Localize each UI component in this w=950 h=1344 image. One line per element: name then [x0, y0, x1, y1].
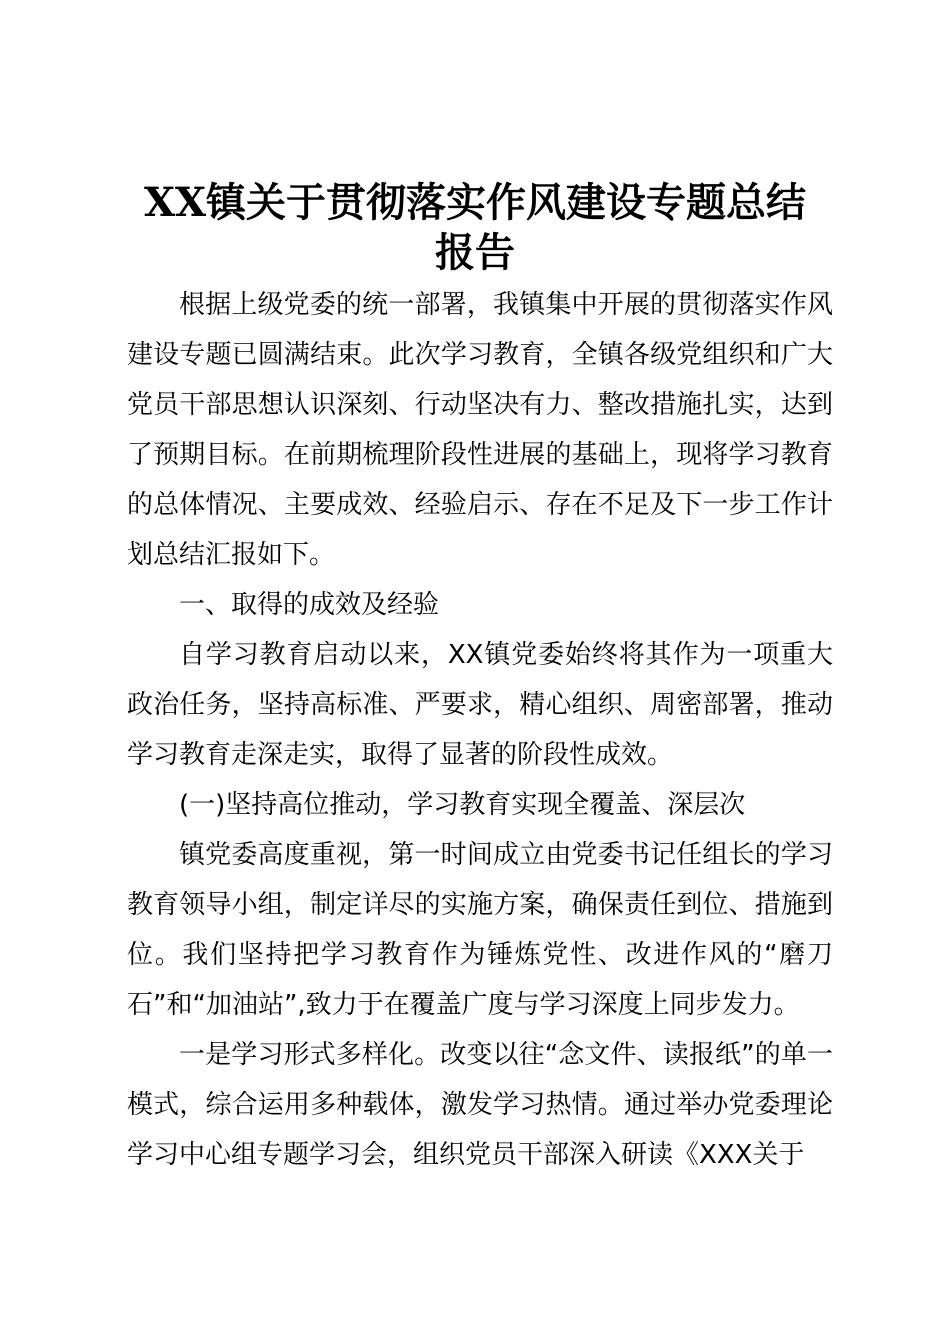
point-one-paragraph: 一是学习形式多样化。改变以往“念文件、读报纸”的单一模式，综合运用多种载体，激发学习热情。通过举办党委理论学习中心组专题学习会，组织党员干部深入研读《XXX关于	[127, 1040, 833, 1170]
document-title	[100, 178, 850, 278]
subsection-1-paragraph: 镇党委高度重视，第一时间成立由党委书记任组长的学习教育领导小组，制定详尽的实施方案，确保责任到位、措施到位。我们坚持把学习教育作为锤炼党性、改进作风的“磨刀石”和“加油站”,致力于在覆盖广度与学习深度上同步发力。	[127, 840, 833, 1020]
section-heading-1: 一、取得的成效及经验	[179, 590, 440, 620]
title-line-2: 报告	[435, 229, 515, 276]
title-line-1: XX镇关于贯彻落实作风建设专题总结	[143, 179, 807, 226]
section-1-paragraph: 自学习教育启动以来，XX镇党委始终将其作为一项重大政治任务，坚持高标准、严要求，精心组织、周密部署，推动学习教育走深走实，取得了显著的阶段性成效。	[127, 640, 833, 770]
subsection-heading-1: (一)坚持高位推动，学习教育实现全覆盖、深层次	[179, 790, 746, 820]
document-body	[127, 280, 833, 1180]
intro-paragraph: 根据上级党委的统一部署，我镇集中开展的贯彻落实作风建设专题已圆满结束。此次学习教育，全镇各级党组织和广大党员干部思想认识深刻、行动坚决有力、整改措施扎实，达到了预期目标。在前期梳理阶段性进展的基础上，现将学习教育的总体情况、主要成效、经验启示、存在不足及下一步工作计划总结汇报如下。	[127, 290, 833, 570]
